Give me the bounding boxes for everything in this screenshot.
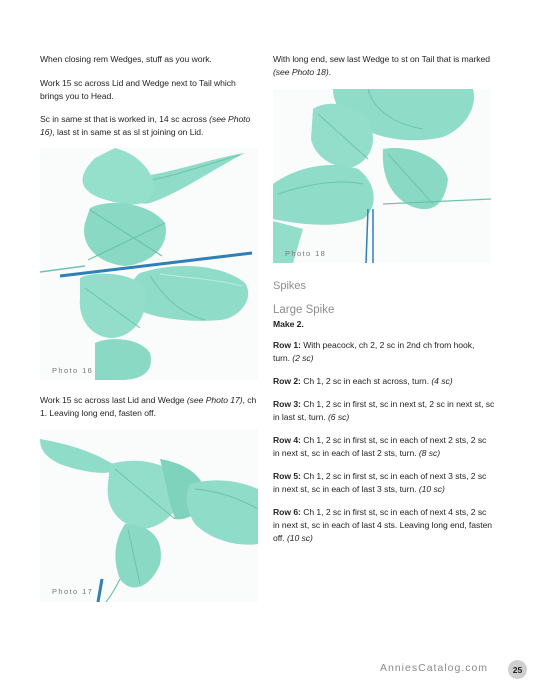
sub-heading-large-spike: Large Spike: [273, 304, 335, 316]
row-count: (4 sc): [431, 376, 453, 386]
photo-16-image: [40, 148, 258, 380]
left-para-stuff: When closing rem Wedges, stuff as you work.: [40, 54, 212, 64]
row-label: Row 2:: [273, 376, 301, 386]
row-instruction: [273, 398, 495, 424]
row-text: Ch 1, 2 sc in first st, sc in each of next 3 sts, 2 sc in next st, sc in each of last 3 sts, turn.: [273, 471, 487, 495]
footer-site-link[interactable]: AnniesCatalog.com: [380, 662, 489, 674]
left-para-work-15-sc: Work 15 sc across Lid and Wedge next to Tail which brings you to Head.: [40, 78, 236, 102]
row-text: Ch 1, 2 sc in each st across, turn.: [300, 376, 432, 386]
row-label: Row 1:: [273, 340, 301, 350]
row-text: Ch 1, 2 sc in first st, sc in each of next 2 sts, 2 sc in next st, sc in each of last 2 sts, turn.: [273, 435, 487, 459]
text-run: Sc in same st that is worked in, 14 sc across: [40, 114, 210, 124]
row-text: Ch 1, 2 sc in first st, sc in next st, 2 sc in next st, sc in last st, turn.: [273, 399, 495, 423]
photo-17-label: Photo 17: [52, 587, 94, 596]
page-number-badge: [508, 660, 527, 679]
text-run: Work 15 sc across last Lid and Wedge: [40, 395, 187, 405]
row-count: (8 sc): [418, 448, 441, 459]
left-para-work-15-sc-last: [40, 394, 262, 420]
photo-ref: (see Photo 17): [186, 395, 243, 405]
photo-17: [40, 429, 258, 602]
row-label: Row 4:: [273, 435, 301, 445]
row-instruction: [273, 470, 495, 496]
make-count: Make 2.: [273, 319, 304, 329]
row-label: Row 6:: [273, 507, 301, 517]
row-count: (2 sc): [292, 353, 314, 364]
row-instruction: [273, 506, 495, 546]
text-run: .: [328, 67, 332, 78]
section-heading-spikes: Spikes: [273, 280, 307, 292]
page-number: 25: [512, 664, 523, 675]
row-count: (10 sc): [286, 533, 313, 544]
row-label: Row 5:: [273, 471, 301, 481]
row-text: Ch 1, 2 sc in first st, sc in each of next 4 sts, 2 sc in next st, sc in each of last 4 sts. Leaving long end, fasten off.: [273, 507, 493, 544]
photo-16-label: Photo 16: [52, 366, 94, 375]
left-para-sc-same-st: [40, 113, 262, 139]
text-run: With long end, sew last Wedge to st on Tail that is marked: [273, 54, 490, 64]
row-text: With peacock, ch 2, 2 sc in 2nd ch from hook, turn.: [273, 340, 475, 364]
photo-18-label: Photo 18: [285, 249, 327, 258]
row-instruction: [273, 375, 491, 388]
row-label: Row 3:: [273, 399, 301, 409]
row-instruction: [273, 434, 495, 460]
row-count: (10 sc): [418, 484, 445, 495]
right-para-sew: [273, 53, 495, 79]
row-count: (6 sc): [327, 412, 350, 423]
photo-18: [273, 89, 491, 263]
photo-16: [40, 148, 258, 380]
row-instruction: [273, 339, 491, 365]
photo-ref: (see Photo 18): [273, 67, 329, 78]
text-run: , ch 1. Leaving long end, fasten off.: [40, 395, 257, 419]
photo-18-image: [273, 89, 491, 263]
photo-17-image: [40, 429, 258, 602]
text-run: , last st in same st as sl st joining on Lid.: [52, 127, 204, 138]
photo-ref: (see Photo 16): [40, 114, 251, 138]
